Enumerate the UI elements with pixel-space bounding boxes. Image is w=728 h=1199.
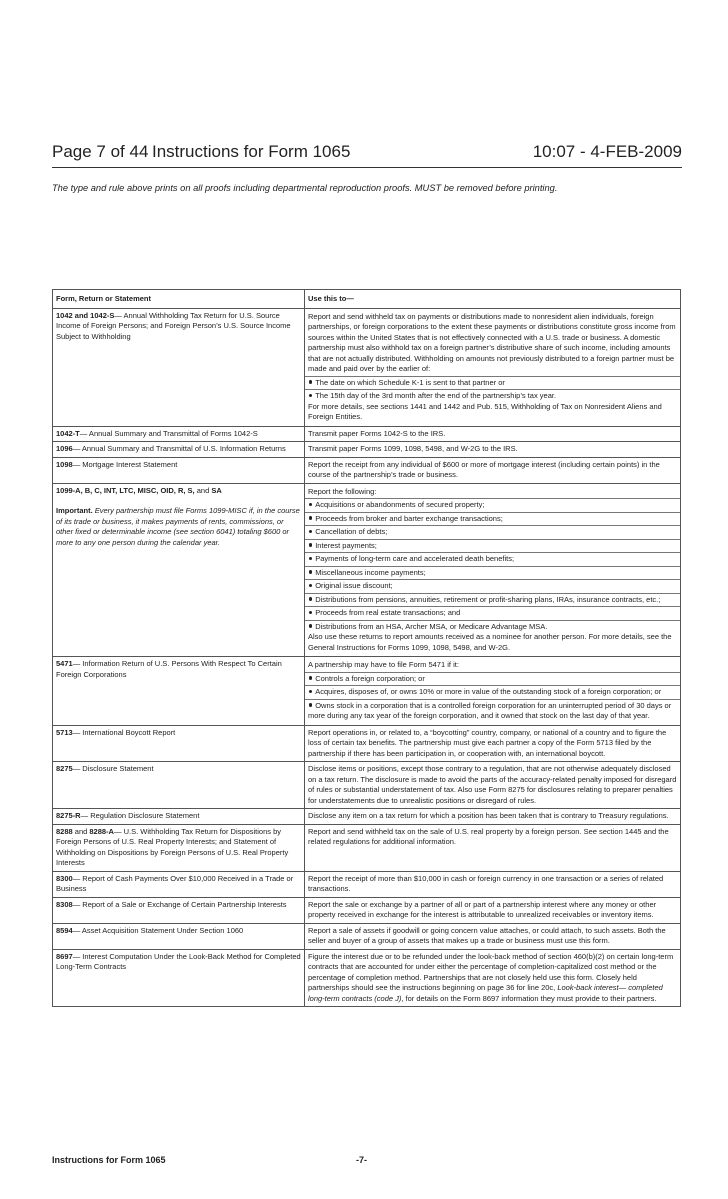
use-cell <box>305 657 681 726</box>
form-number: 8308 <box>56 899 73 909</box>
bullet-item: Proceeds from broker and barter exchange transactions; <box>305 513 680 527</box>
table-row <box>53 923 681 949</box>
column-header-form: Form, Return or Statement <box>53 290 305 309</box>
bullet-icon <box>309 557 312 560</box>
bullet-item: Acquisitions or abandonments of secured property; <box>305 499 680 513</box>
form-and: and <box>194 485 212 495</box>
use-cell <box>305 308 681 426</box>
form-number: 1042-T <box>56 428 80 438</box>
bullet-icon <box>309 703 312 706</box>
table-row <box>53 442 681 458</box>
use-cell: Transmit paper Forms 1099, 1098, 5498, and W-2G to the IRS. <box>305 442 681 458</box>
table-header-row <box>53 290 681 309</box>
bullet-icon <box>309 676 312 679</box>
form-description: — Interest Computation Under the Look-Back Method for Completed Long-Term Contracts <box>56 951 301 971</box>
table-row <box>53 426 681 442</box>
form-cell <box>53 762 305 809</box>
form-description: — Annual Withholding Tax Return for U.S. Source Income of Foreign Persons; and Foreign Person’s U.S. Source Income Subject to Withholding <box>56 310 291 341</box>
use-cell: Report a sale of assets if goodwill or going concern value attaches, or could attach, to such assets. Both the seller and buyer of a group of assets that makes up a trade or business must use this form. <box>305 923 681 949</box>
form-description: — Report of a Sale or Exchange of Certain Partnership Interests <box>72 899 287 909</box>
bullet-icon <box>309 597 312 600</box>
bullet-item: Proceeds from real estate transactions; and <box>305 607 680 621</box>
bullet-item: Cancellation of debts; <box>305 526 680 540</box>
form-number: 8275-R <box>56 811 81 820</box>
bullet-item: Payments of long-term care and accelerated death benefits; <box>305 553 680 567</box>
table-row <box>53 483 681 657</box>
important-label: Important. <box>56 506 93 515</box>
page-counter: Page 7 of 44 <box>52 142 149 161</box>
table-row <box>53 949 681 1007</box>
form-description: — International Boycott Report <box>72 727 176 737</box>
form-number: 5471 <box>56 659 73 668</box>
form-number: 8288 <box>56 826 73 836</box>
bullet-icon <box>309 570 312 573</box>
form-cell <box>53 949 305 1007</box>
form-description: — Annual Summary and Transmittal of Forms 1042-S <box>79 428 258 438</box>
header-rule <box>52 167 682 168</box>
proof-timestamp: 10:07 - 4-FEB-2009 <box>532 142 682 161</box>
table-row <box>53 809 681 825</box>
bullet-item: The 15th day of the 3rd month after the end of the partnership’s tax year. For more details, see sections 1441 and 1442 and Pub. 515, Withholding of Tax on Nonresident Aliens and Foreign Entities. <box>308 391 662 421</box>
bullet-icon <box>309 516 312 519</box>
important-text: Every partnership must file Forms 1099-MISC if, in the course of its trade or business, it makes payments of rents, commissions, or other fixed or determinable income (see section 6041) totaling $600 or more to any one person during the calendar year. <box>56 506 300 547</box>
form-description: — Asset Acquisition Statement Under Section 1060 <box>72 925 244 935</box>
use-cell: Report the receipt from any individual of $600 or more of mortgage interest (including certain points) in the course of the partnership’s trade or business. <box>305 457 681 483</box>
bullet-icon <box>309 584 312 587</box>
footer-title: Instructions for Form 1065 <box>52 1155 166 1165</box>
table-row <box>53 457 681 483</box>
form-cell <box>53 457 305 483</box>
use-cell: Disclose items or positions, except those contrary to a regulation, that are not otherwise adequately disclosed on a tax return. The disclosure is made to avoid the parts of the accuracy-related penalty imposed for disregard of rules or substantial understatement of tax. Also use Form 8275 for disclosures relating to preparer penalties for understatements due to unrealistic positions or disregard of rules. <box>305 762 681 809</box>
form-number: 1098 <box>56 459 73 469</box>
important-note <box>56 506 301 548</box>
table-row <box>53 871 681 897</box>
form-cell <box>53 824 305 871</box>
table-row <box>53 657 681 726</box>
form-cell <box>53 809 305 825</box>
form-cell <box>53 426 305 442</box>
form-description: — Report of Cash Payments Over $10,000 Received in a Trade or Business <box>56 873 294 893</box>
form-description: — U.S. Withholding Tax Return for Dispositions by Foreign Persons of U.S. Real Property Interests; and Statement of Withholding on Dispositions by Foreign Persons of U.S. Real Property Interests <box>56 826 289 867</box>
form-cell <box>53 897 305 923</box>
form-description: — Mortgage Interest Statement <box>72 459 178 469</box>
form-description: — Disclosure Statement <box>72 764 154 773</box>
forms-table <box>52 289 681 1007</box>
form-number: 5713 <box>56 727 73 737</box>
document-title: Instructions for Form 1065 <box>152 142 351 161</box>
form-number: SA <box>211 485 222 495</box>
table-row <box>53 762 681 809</box>
bullet-icon <box>309 530 312 533</box>
form-description: — Annual Summary and Transmittal of U.S. Information Returns <box>72 444 286 453</box>
bullet-icon <box>309 611 312 614</box>
form-and: and <box>72 826 90 836</box>
bullet-item: The date on which Schedule K-1 is sent to that partner or <box>305 377 680 391</box>
use-cell: Report operations in, or related to, a “boycotting” country, company, or national of a country and to figure the loss of certain tax benefits. The partnership must give each partner a copy of the Form 5713 filed by the partnership if there has been participation in, or cooperation with, an international boycott. <box>305 725 681 762</box>
bullet-icon <box>309 624 312 627</box>
table-row <box>53 897 681 923</box>
form-cell <box>53 871 305 897</box>
bullet-icon <box>309 380 312 383</box>
bullet-icon <box>309 503 312 506</box>
form-number: 1099-A, B, C, INT, LTC, MISC, OID, R, S, <box>56 485 195 495</box>
form-number: 8288-A <box>89 826 114 836</box>
bullet-item: Owns stock in a corporation that is a controlled foreign corporation for an uninterrupted period of 30 days or more during any tax year of the foreign corporation, and it owned that stock on the last day of that year. <box>308 700 672 720</box>
use-cell: Disclose any item on a tax return for which a position has been taken that is contrary to Treasury regulations. <box>305 809 681 825</box>
form-cell <box>53 308 305 426</box>
form-cell <box>53 483 305 657</box>
form-cell <box>53 923 305 949</box>
column-header-use: Use this to— <box>305 290 681 309</box>
page-header <box>52 142 682 164</box>
form-cell <box>53 657 305 726</box>
form-description: — Regulation Disclosure Statement <box>80 811 200 820</box>
bullet-item: Distributions from an HSA, Archer MSA, or Medicare Advantage MSA. Also use these returns to report amounts received as a nominee for another person. For more details, see the General Instructions for Forms 1099, 1098, 5498, and W-2G. <box>308 621 672 652</box>
table-row <box>53 725 681 762</box>
footer-page-number: -7- <box>356 1155 367 1165</box>
form-number: 1096 <box>56 444 73 453</box>
form-number: 1042 and 1042-S <box>56 310 115 320</box>
table-row <box>53 824 681 871</box>
use-intro: Report the following: <box>305 486 680 500</box>
proof-note: The type and rule above prints on all proofs including departmental reproduction proofs. MUST be removed before printing. <box>52 183 558 193</box>
form-number: 8594 <box>56 925 73 935</box>
form-description: — Information Return of U.S. Persons With Respect To Certain Foreign Corporations <box>56 659 282 679</box>
bullet-item: Controls a foreign corporation; or <box>305 673 680 687</box>
use-cell <box>305 483 681 657</box>
form-number: 8275 <box>56 764 73 773</box>
bullet-icon <box>309 394 312 397</box>
after-text: For more details, see sections 1441 and 1442 and Pub. 515, Withholding of Tax on Nonresident Aliens and Foreign Entities. <box>308 401 662 421</box>
bullet-icon <box>309 543 312 546</box>
use-reference: Look-back interest— completed long-term contracts (code J) <box>308 983 663 1003</box>
form-cell <box>53 442 305 458</box>
use-cell: Report and send withheld tax on the sale of U.S. real property by a foreign person. See section 1445 and the related regulations for additional information. <box>305 824 681 871</box>
form-number: 8697 <box>56 951 73 961</box>
form-number: 8300 <box>56 873 73 883</box>
bullet-icon <box>309 690 312 693</box>
bullet-item: Interest payments; <box>305 540 680 554</box>
use-cell: Report the sale or exchange by a partner of all or part of a partnership interest where any money or other property received in exchange for the interest is attributable to unrealized receivables or inventory items. <box>305 897 681 923</box>
table-row <box>53 308 681 426</box>
bullet-item: Acquires, disposes of, or owns 10% or more in value of the outstanding stock of a foreign corporation; or <box>305 686 680 700</box>
bullet-item: Miscellaneous income payments; <box>305 567 680 581</box>
bullet-item: Original issue discount; <box>305 580 680 594</box>
after-text: Also use these returns to report amounts received as a nominee for another person. For more details, see the General Instructions for Forms 1099, 1098, 5498, and W-2G. <box>308 632 672 652</box>
use-cell: Figure the interest due or to be refunded under the look-back method of section 460(b)(2) on certain long-term contracts that are accounted for under either the percentage of completion-capitalized cost method or the percentage of completion method. Partnerships that are not closely held use this form. Closely held partnerships should see the instructions beginning on page 36 for line 20c, Look-back interest— completed long-term contracts (code J), for details on the Form 8697 information they must provide to their partners. <box>305 949 681 1007</box>
form-cell <box>53 725 305 762</box>
use-cell: Report the receipt of more than $10,000 in cash or foreign currency in one transaction or a series of related transactions. <box>305 871 681 897</box>
use-cell: Transmit paper Forms 1042-S to the IRS. <box>305 426 681 442</box>
use-intro: A partnership may have to file Form 5471 if it: <box>305 659 680 673</box>
bullet-item: Distributions from pensions, annuities, retirement or profit-sharing plans, IRAs, insurance contracts, etc.; <box>305 594 680 608</box>
use-text: Report and send withheld tax on payments or distributions made to nonresident alien individuals, foreign partnerships, or foreign corporations to the extent these payments or distributions constitute gross income from sources within the United States that is not effectively connected with a U.S. trade or business. A domestic partnership must also withhold tax on a foreign partner’s distributive share of such income, including amounts that are not actually distributed. Withholding on amounts not previously distributed to a foreign partner must be made and paid over by the earlier of: <box>305 311 680 377</box>
